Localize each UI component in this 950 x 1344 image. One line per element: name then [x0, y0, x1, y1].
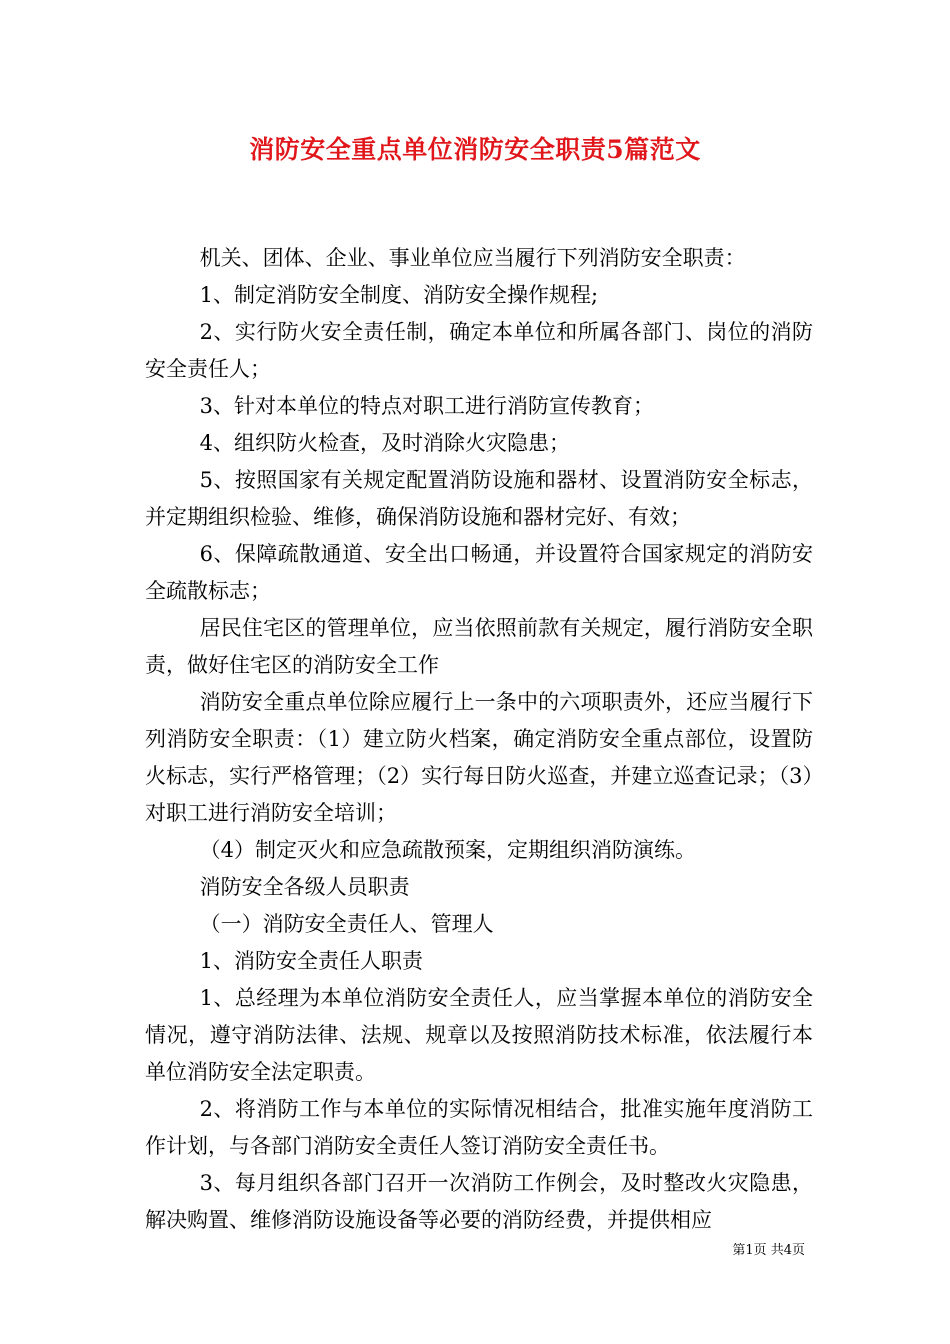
paragraph-intro: 机关、团体、企业、事业单位应当履行下列消防安全职责：	[199, 246, 746, 270]
paragraph-item-1: 1、制定消防安全制度、消防安全操作规程;	[199, 283, 599, 307]
paragraph-item-5: 5、按照国家有关规定配置消防设施和器材、设置消防安全标志，并定期组织检验、维修，确保消防设施和器材完好、有效；	[145, 468, 813, 529]
page-number-footer: 第1页 共4页	[732, 1243, 805, 1258]
subsection-heading-1: （一）消防安全责任人、管理人	[199, 912, 494, 936]
document-title: 消防安全重点单位消防安全职责5篇范文	[249, 135, 701, 164]
section-heading-personnel: 消防安全各级人员职责	[199, 875, 410, 899]
paragraph-duty-3: 3、每月组织各部门召开一次消防工作例会，及时整改火灾隐患，解决购置、维修消防设施设备等必要的消防经费，并提供相应	[145, 1171, 813, 1232]
subsection-heading-2: 1、消防安全责任人职责	[199, 949, 423, 973]
paragraph-drill: （4）制定灭火和应急疏散预案，定期组织消防演练。	[199, 838, 696, 862]
paragraph-item-6: 6、保障疏散通道、安全出口畅通，并设置符合国家规定的消防安全疏散标志；	[145, 542, 813, 603]
paragraph-item-4: 4、组织防火检查，及时消除火灾隐患；	[199, 431, 570, 455]
paragraph-residential: 居民住宅区的管理单位，应当依照前款有关规定，履行消防安全职责，做好住宅区的消防安全工作	[145, 616, 813, 677]
paragraph-item-3: 3、针对本单位的特点对职工进行消防宣传教育；	[199, 394, 654, 418]
paragraph-key-units: 消防安全重点单位除应履行上一条中的六项职责外，还应当履行下列消防安全职责：（1）建立防火档案，确定消防安全重点部位，设置防火标志，实行严格管理；（2）实行每日防火巡查，并建立巡查记录；（3）对职工进行消防安全培训；	[145, 690, 813, 825]
paragraph-duty-1: 1、总经理为本单位消防安全责任人，应当掌握本单位的消防安全情况，遵守消防法律、法规、规章以及按照消防技术标准，依法履行本单位消防安全法定职责。	[145, 986, 813, 1084]
paragraph-item-2: 2、实行防火安全责任制，确定本单位和所属各部门、岗位的消防安全责任人；	[145, 320, 813, 381]
document-body	[145, 240, 813, 1239]
paragraph-duty-2: 2、将消防工作与本单位的实际情况相结合，批准实施年度消防工作计划，与各部门消防安全责任人签订消防安全责任书。	[145, 1097, 813, 1158]
